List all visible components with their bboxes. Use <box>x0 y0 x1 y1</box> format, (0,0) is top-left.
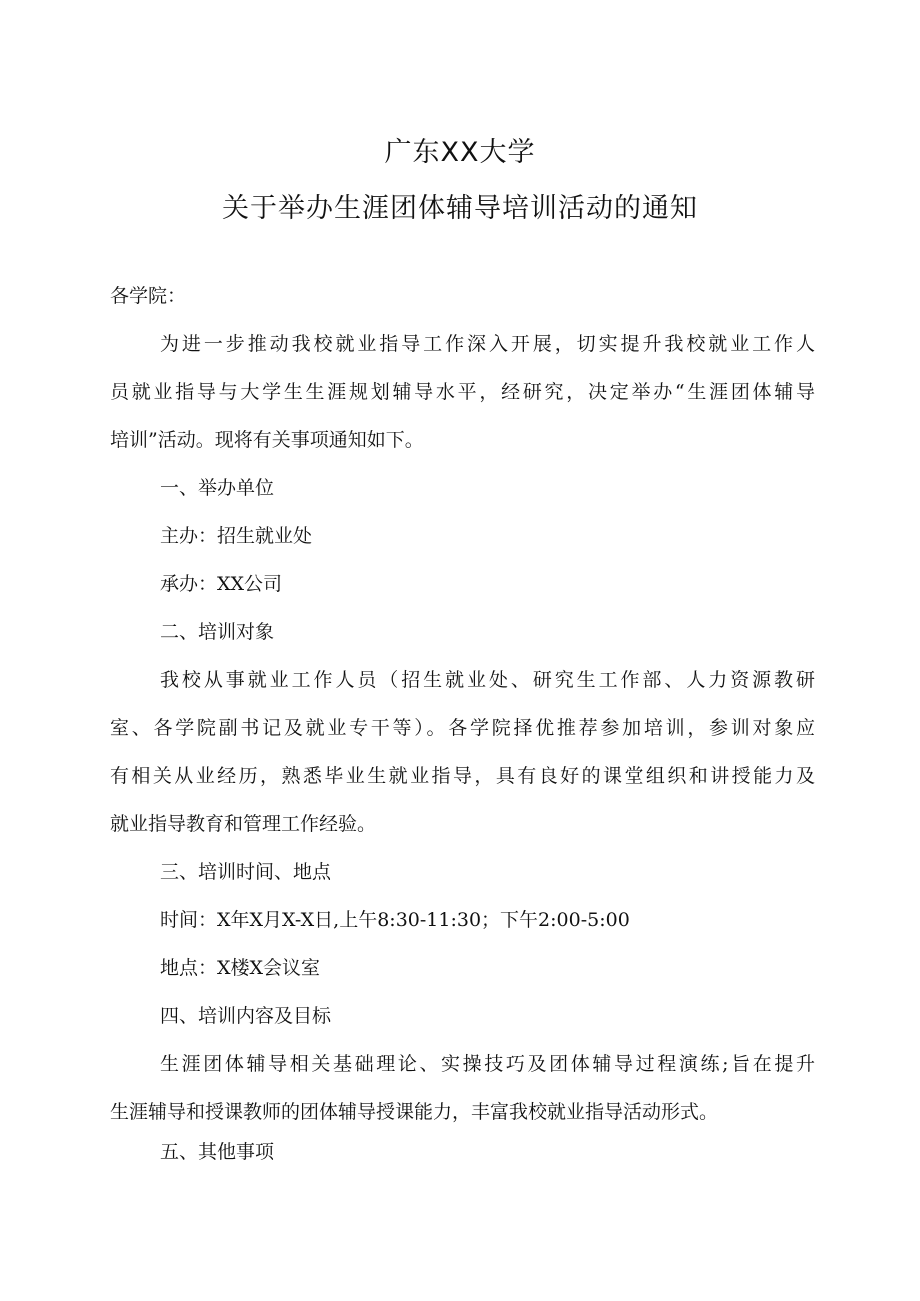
paragraph-line: 员就业指导与大学生生涯规划辅导水平，经研究，决定举办“生涯团体辅导 <box>110 381 815 403</box>
paragraph-line: 有相关从业经历，熟悉毕业生就业指导，具有良好的课堂组织和讲授能力及 <box>110 765 815 787</box>
organizer-line: 承办：XX公司 <box>160 573 283 595</box>
document-title-university: 广东XX大学 <box>384 137 536 168</box>
section-heading-other: 五、其他事项 <box>160 1141 275 1163</box>
salutation: 各学院： <box>110 285 187 307</box>
content-paragraph <box>110 1040 815 1136</box>
paragraph-line: 为进一步推动我校就业指导工作深入开展，切实提升我校就业工作人 <box>160 333 815 355</box>
participants-paragraph <box>110 656 815 848</box>
paragraph-line: 我校从事就业工作人员（招生就业处、研究生工作部、人力资源教研 <box>160 669 815 691</box>
paragraph-line: 生涯团体辅导相关基础理论、实操技巧及团体辅导过程演练;旨在提升 <box>160 1053 815 1075</box>
section-heading-content: 四、培训内容及目标 <box>160 1005 332 1027</box>
host-line: 主办：招生就业处 <box>160 525 313 547</box>
time-line: 时间：X年X月X-X日,上午8:30-11:30；下午2:00-5:00 <box>160 909 630 931</box>
paragraph-line: 室、各学院副书记及就业专干等）。各学院择优推荐参加培训，参训对象应 <box>110 717 815 739</box>
intro-paragraph <box>110 320 815 464</box>
paragraph-line: 生涯辅导和授课教师的团体辅导授课能力，丰富我校就业指导活动形式。 <box>110 1101 719 1123</box>
document-title-notice: 关于举办生涯团体辅导培训活动的通知 <box>222 193 698 224</box>
section-heading-organizers: 一、举办单位 <box>160 477 275 499</box>
section-heading-participants: 二、培训对象 <box>160 621 275 643</box>
place-line: 地点：X楼X会议室 <box>160 957 321 979</box>
paragraph-line: 就业指导教育和管理工作经验。 <box>110 813 377 835</box>
paragraph-line: 培训”活动。现将有关事项通知如下。 <box>110 429 424 451</box>
section-heading-time-place: 三、培训时间、地点 <box>160 861 332 883</box>
